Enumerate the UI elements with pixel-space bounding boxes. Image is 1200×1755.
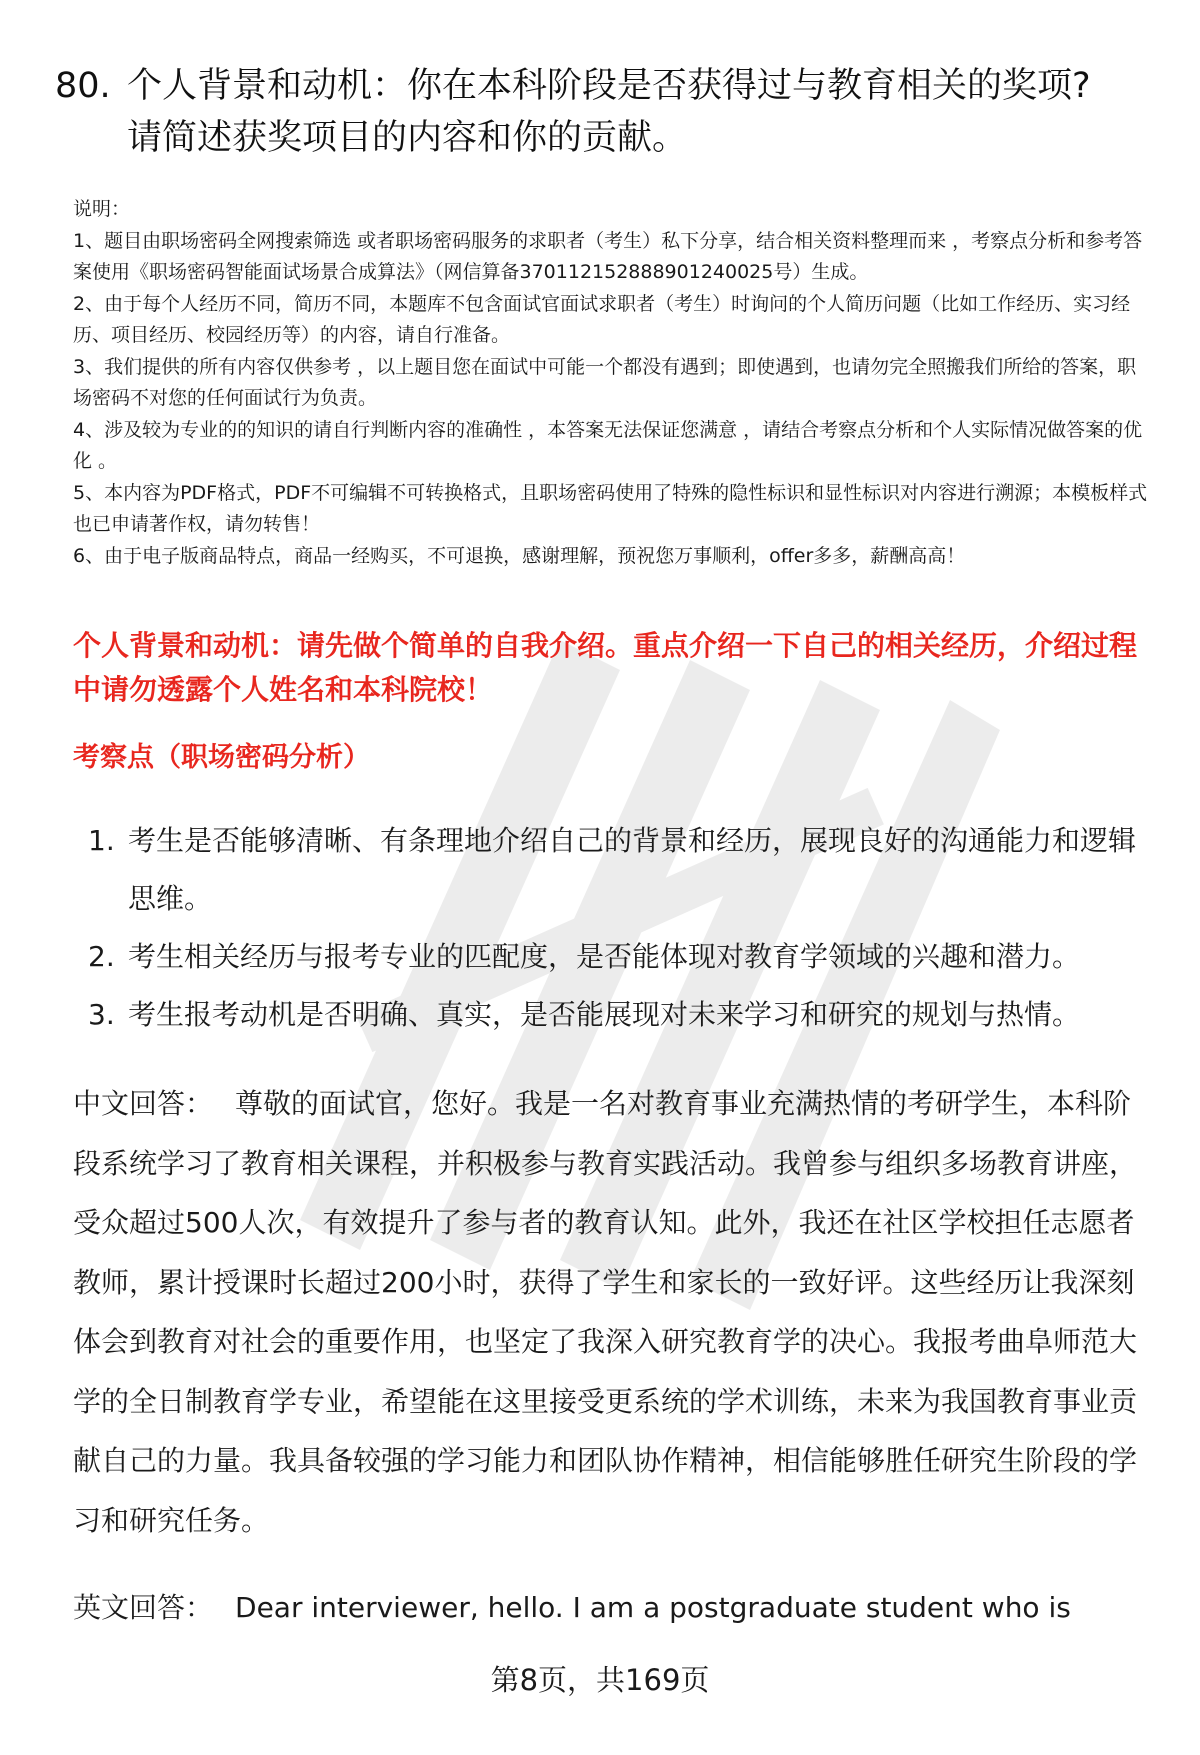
note-item: 4、涉及较为专业的的知识的请自行判断内容的准确性 ，本答案无法保证您满意 ，请结合考察点分析和个人实际情况做答案的优化 。 — [73, 418, 1143, 472]
english-answer-label: 英文回答： — [73, 1591, 214, 1624]
point-index: 1. — [88, 824, 115, 857]
english-answer-text: Dear interviewer, hello. I am a postgraduate student who is — [235, 1591, 1071, 1624]
interview-question-highlight: 个人背景和动机：请先做个简单的自我介绍。重点介绍一下自己的相关经历，介绍过程中请勿透露个人姓名和本科院校！ — [73, 629, 1138, 706]
chinese-answer — [73, 1074, 1153, 1550]
english-answer — [73, 1583, 1153, 1633]
point-index: 2. — [88, 940, 115, 973]
note-item: 3、我们提供的所有内容仅供参考 ，以上题目您在面试中可能一个都没有遇到；即使遇到，也请勿完全照搬我们所给的答案，职场密码不对您的任何面试行为负责。 — [73, 355, 1137, 409]
page-number-footer: 第8页，共169页 — [490, 1663, 710, 1697]
note-item: 6、由于电子版商品特点，商品一经购买，不可退换，感谢理解，预祝您万事顺利，offer多多，薪酬高高！ — [73, 544, 966, 567]
question-title — [55, 60, 1155, 164]
point-text: 考生是否能够清晰、有条理地介绍自己的背景和经历，展现良好的沟通能力和逻辑思维。 — [128, 824, 1137, 915]
note-item: 5、本内容为PDF格式，PDF不可编辑不可转换格式，且职场密码使用了特殊的隐性标识和显性标识对内容进行溯源；本模板样式也已申请著作权，请勿转售！ — [73, 481, 1148, 535]
point-index: 3. — [88, 998, 115, 1031]
question-number: 80. — [55, 66, 111, 106]
analysis-point — [73, 986, 1153, 1044]
analysis-points-list — [73, 812, 1153, 1044]
note-item: 2、由于每个人经历不同，简历不同，本题库不包含面试官面试求职者（考生）时询问的个人简历问题（比如工作经历、实习经历、项目经历、校园经历等）的内容，请自行准备。 — [73, 292, 1131, 346]
analysis-point — [73, 812, 1153, 928]
point-text: 考生报考动机是否明确、真实，是否能展现对未来学习和研究的规划与热情。 — [128, 998, 1081, 1031]
notes-section — [73, 194, 1153, 572]
notes-heading: 说明： — [73, 198, 131, 220]
question-line-2: 请简述获奖项目的内容和你的贡献。 — [127, 118, 688, 158]
note-item: 1、题目由职场密码全网搜索筛选 或者职场密码服务的求职者（考生）私下分享，结合相关资料整理而来 ，考察点分析和参考答案使用《职场密码智能面试场景合成算法》（网信算备370112152888901240025号）生成。 — [73, 229, 1143, 283]
point-text: 考生相关经历与报考专业的匹配度，是否能体现对教育学领域的兴趣和潜力。 — [128, 940, 1081, 973]
chinese-answer-label: 中文回答： — [73, 1087, 214, 1120]
question-line-1: 个人背景和动机：你在本科阶段是否获得过与教育相关的奖项? — [127, 66, 1091, 106]
analysis-heading: 考察点（职场密码分析） — [73, 742, 370, 773]
analysis-point — [73, 928, 1153, 986]
chinese-answer-text: 尊敬的面试官，您好。我是一名对教育事业充满热情的考研学生，本科阶段系统学习了教育相关课程，并积极参与教育实践活动。我曾参与组织多场教育讲座，受众超过500人次，有效提升了参与者的教育认知。此外，我还在社区学校担任志愿者教师，累计授课时长超过200小时，获得了学生和家长的一致好评。这些经历让我深刻体会到教育对社会的重要作用，也坚定了我深入研究教育学的决心。我报考曲阜师范大学的全日制教育学专业，希望能在这里接受更系统的学术训练，未来为我国教育事业贡献自己的力量。我具备较强的学习能力和团队协作精神，相信能够胜任研究生阶段的学习和研究任务。 — [73, 1087, 1138, 1537]
